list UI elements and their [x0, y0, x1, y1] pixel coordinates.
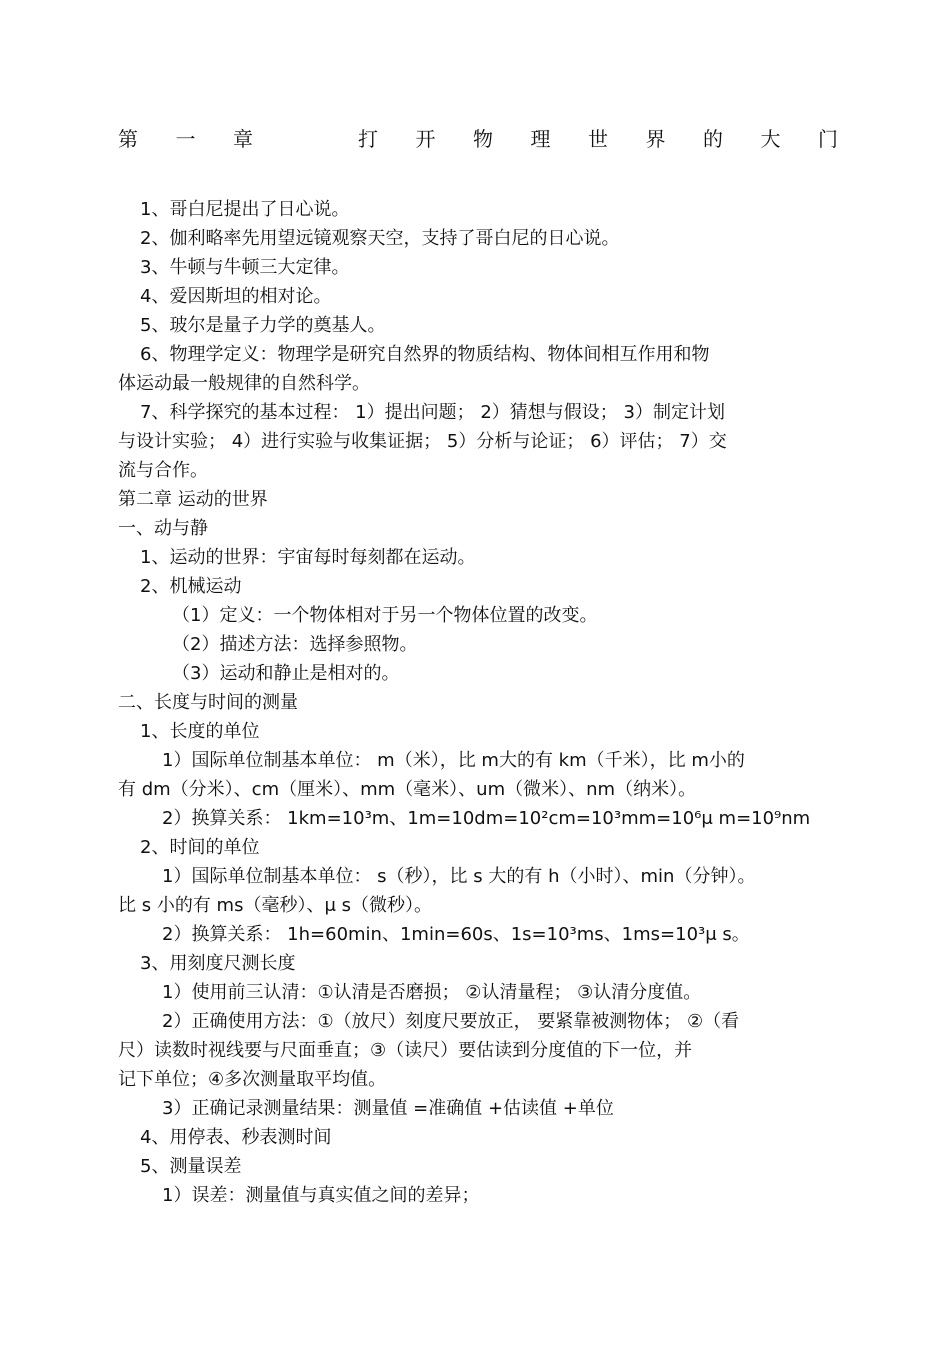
text-line: 4、用停表、秒表测时间	[140, 1127, 332, 1148]
text-line: 第二章 运动的世界	[118, 489, 268, 510]
text-line: 与设计实验； 4）进行实验与收集证据； 5）分析与论证； 6）评估； 7）交	[118, 431, 727, 452]
text-line: 2）正确使用方法：①（放尺）刻度尺要放正， 要紧靠被测物体； ②（看	[162, 1011, 740, 1032]
text-line: 二、长度与时间的测量	[118, 692, 298, 713]
title-char: 理	[530, 127, 551, 151]
title-char: 的	[703, 127, 723, 151]
text-line: 2、伽利略率先用望远镜观察天空，支持了哥白尼的日心说。	[140, 228, 620, 249]
text-line: 2、机械运动	[140, 576, 242, 597]
text-line: 流与合作。	[118, 460, 208, 481]
title-char: 界	[645, 127, 666, 151]
title-char: 打	[358, 127, 378, 151]
text-line: 1）国际单位制基本单位： s（秒），比 s 大的有 h（小时）、min（分钟）。	[162, 866, 756, 887]
title-char: 第	[118, 127, 138, 151]
text-line: 体运动最一般规律的自然科学。	[118, 373, 370, 394]
text-line: 1、哥白尼提出了日心说。	[140, 199, 350, 220]
text-line: 1）使用前三认清：①认清是否磨损； ②认清量程； ③认清分度值。	[162, 982, 702, 1003]
text-line: 2）换算关系： 1km=10³m、1m=10dm=10²cm=10³mm=10⁶μ m=10⁹nm	[162, 808, 811, 829]
text-line: （2）描述方法：选择参照物。	[172, 634, 418, 655]
text-line: 有 dm（分米）、cm（厘米）、mm（毫米）、um（微米）、nm（纳米）。	[118, 779, 697, 800]
text-line: 6、物理学定义：物理学是研究自然界的物质结构、物体间相互作用和物	[140, 344, 710, 365]
document-body	[118, 195, 838, 1210]
title-char: 世	[588, 127, 608, 151]
text-line: 7、科学探究的基本过程： 1）提出问题； 2）猜想与假设； 3）制定计划	[140, 402, 725, 423]
text-line: 1）误差：测量值与真实值之间的差异；	[162, 1185, 480, 1206]
text-line: 3、用刻度尺测长度	[140, 953, 296, 974]
text-line: 5、测量误差	[140, 1156, 242, 1177]
title-char: 物	[473, 127, 493, 151]
text-line: 尺）读数时视线要与尺面垂直；③（读尺）要估读到分度值的下一位，并	[118, 1040, 693, 1061]
chapter-title	[118, 124, 838, 154]
title-char: 大	[760, 127, 781, 151]
text-line: （3）运动和静止是相对的。	[172, 663, 400, 684]
text-line: 一、动与静	[118, 518, 208, 539]
text-line: （1）定义：一个物体相对于另一个物体位置的改变。	[172, 605, 598, 626]
text-line: 4、爱因斯坦的相对论。	[140, 286, 332, 307]
text-line: 比 s 小的有 ms（毫秒）、μ s（微秒）。	[118, 895, 433, 916]
text-line: 1、长度的单位	[140, 721, 260, 742]
text-line: 5、玻尔是量子力学的奠基人。	[140, 315, 386, 336]
title-char: 门	[818, 127, 838, 151]
text-line: 记下单位；④多次测量取平均值。	[118, 1069, 387, 1090]
title-gap	[291, 124, 321, 154]
title-char: 开	[415, 127, 436, 151]
text-line: 1、运动的世界：宇宙每时每刻都在运动。	[140, 547, 476, 568]
text-line: 1）国际单位制基本单位： m（米），比 m大的有 km（千米），比 m小的	[162, 750, 745, 771]
text-line: 3）正确记录测量结果：测量值 =准确值 +估读值 +单位	[162, 1098, 614, 1119]
text-line: 2、时间的单位	[140, 837, 260, 858]
text-line: 3、牛顿与牛顿三大定律。	[140, 257, 350, 278]
text-line: 2）换算关系： 1h=60min、1min=60s、1s=10³ms、1ms=10³μ s。	[162, 924, 750, 945]
title-char: 一	[175, 127, 196, 151]
title-char: 章	[233, 127, 253, 151]
